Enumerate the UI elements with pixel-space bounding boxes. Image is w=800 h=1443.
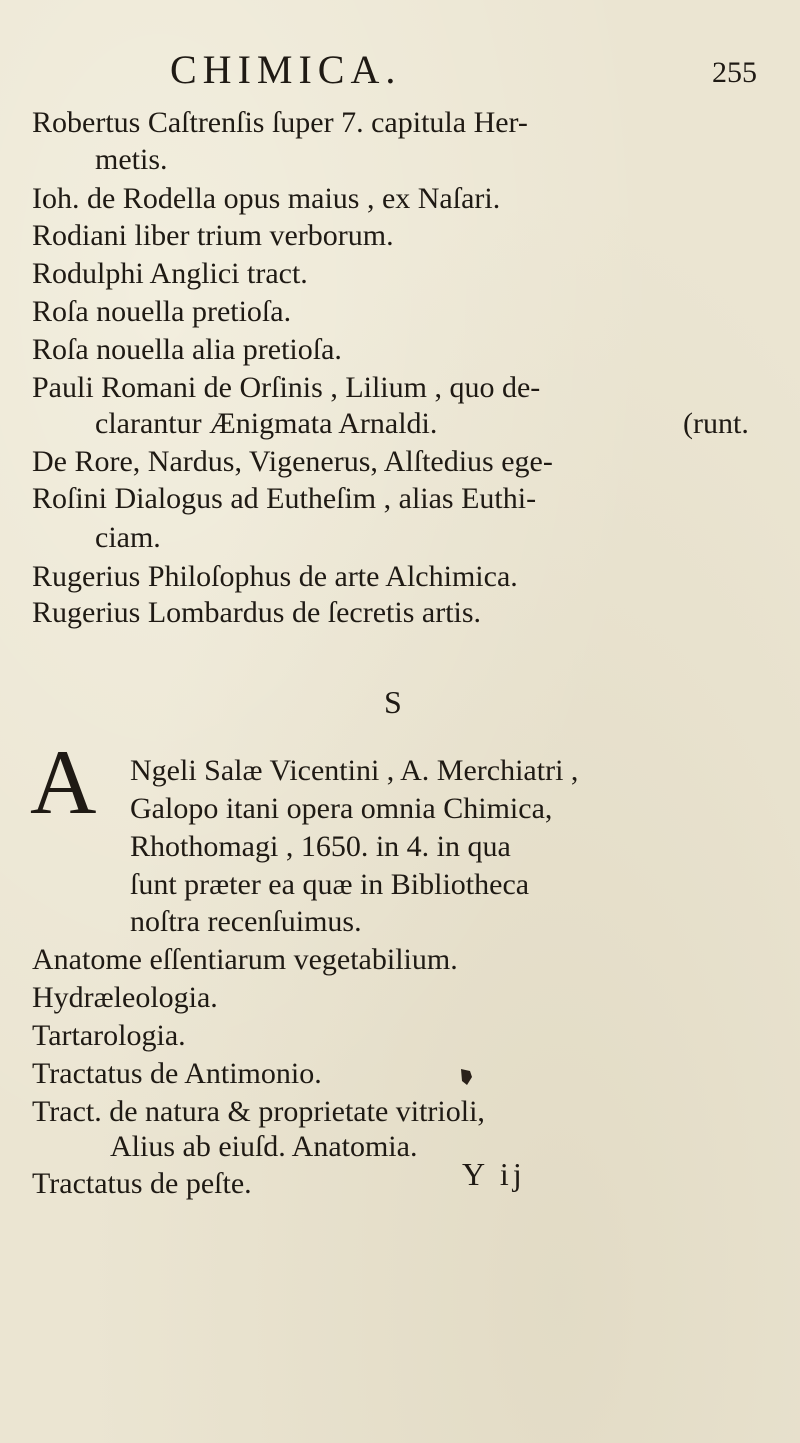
entry-line: Rugerius Philoſophus de arte Alchimica. bbox=[32, 560, 518, 593]
entry-line: Alius ab eiuſd. Anatomia. bbox=[110, 1130, 418, 1163]
page-header bbox=[0, 46, 800, 106]
entry-line: Hydræleologia. bbox=[32, 981, 218, 1014]
entry-line: ciam. bbox=[95, 521, 161, 554]
entry-line: Galopo itani opera omnia Chimica, bbox=[130, 792, 553, 825]
entry-line: Ngeli Salæ Vicentini , A. Merchiatri , bbox=[130, 754, 579, 787]
running-head: CHIMICA. bbox=[170, 47, 402, 92]
entry-line: Roſini Dialogus ad Eutheſim , alias Euthi- bbox=[32, 482, 537, 515]
entry-line: noſtra recenſuimus. bbox=[130, 905, 362, 938]
entry-line: Rodulphi Anglici tract. bbox=[32, 257, 308, 290]
entry-line: Roſa nouella pretioſa. bbox=[32, 295, 292, 328]
entry-line: Anatome eſſentiarum vegetabilium. bbox=[32, 943, 458, 976]
entry-line: (runt. bbox=[683, 407, 749, 440]
entry-line: Rodiani liber trium verborum. bbox=[32, 219, 394, 252]
ink-stain-icon bbox=[458, 1067, 474, 1087]
entry-line: Tartarologia. bbox=[32, 1019, 186, 1052]
drop-cap: A bbox=[30, 731, 97, 833]
entry-line: Rugerius Lombardus de ſecretis artis. bbox=[32, 596, 482, 629]
signature-mark: Y ij bbox=[462, 1156, 526, 1192]
entry-line: Tract. de natura & proprietate vitrioli, bbox=[32, 1095, 485, 1128]
page-number: 255 bbox=[712, 56, 757, 89]
entry-line: ſunt præter ea quæ in Bibliotheca bbox=[130, 868, 530, 901]
entry-line: De Rore, Nardus, Vigenerus, Alſtedius ege- bbox=[32, 445, 553, 478]
entry-line: Ioh. de Rodella opus maius , ex Naſari. bbox=[32, 182, 501, 215]
entry-line: metis. bbox=[95, 143, 168, 176]
entry-line: Pauli Romani de Orſinis , Lilium , quo de- bbox=[32, 371, 541, 404]
entry-line: Robertus Caſtrenſis ſuper 7. capitula Her- bbox=[32, 106, 528, 139]
entry-line: Tractatus de peſte. bbox=[32, 1167, 252, 1200]
entry-line: clarantur Ænigmata Arnaldi. bbox=[95, 407, 438, 440]
entry-line: Rhothomagi , 1650. in 4. in qua bbox=[130, 830, 511, 863]
entry-line: Roſa nouella alia pretioſa. bbox=[32, 333, 342, 366]
entry-line: Tractatus de Antimonio. bbox=[32, 1057, 322, 1090]
section-heading: S bbox=[384, 684, 402, 720]
